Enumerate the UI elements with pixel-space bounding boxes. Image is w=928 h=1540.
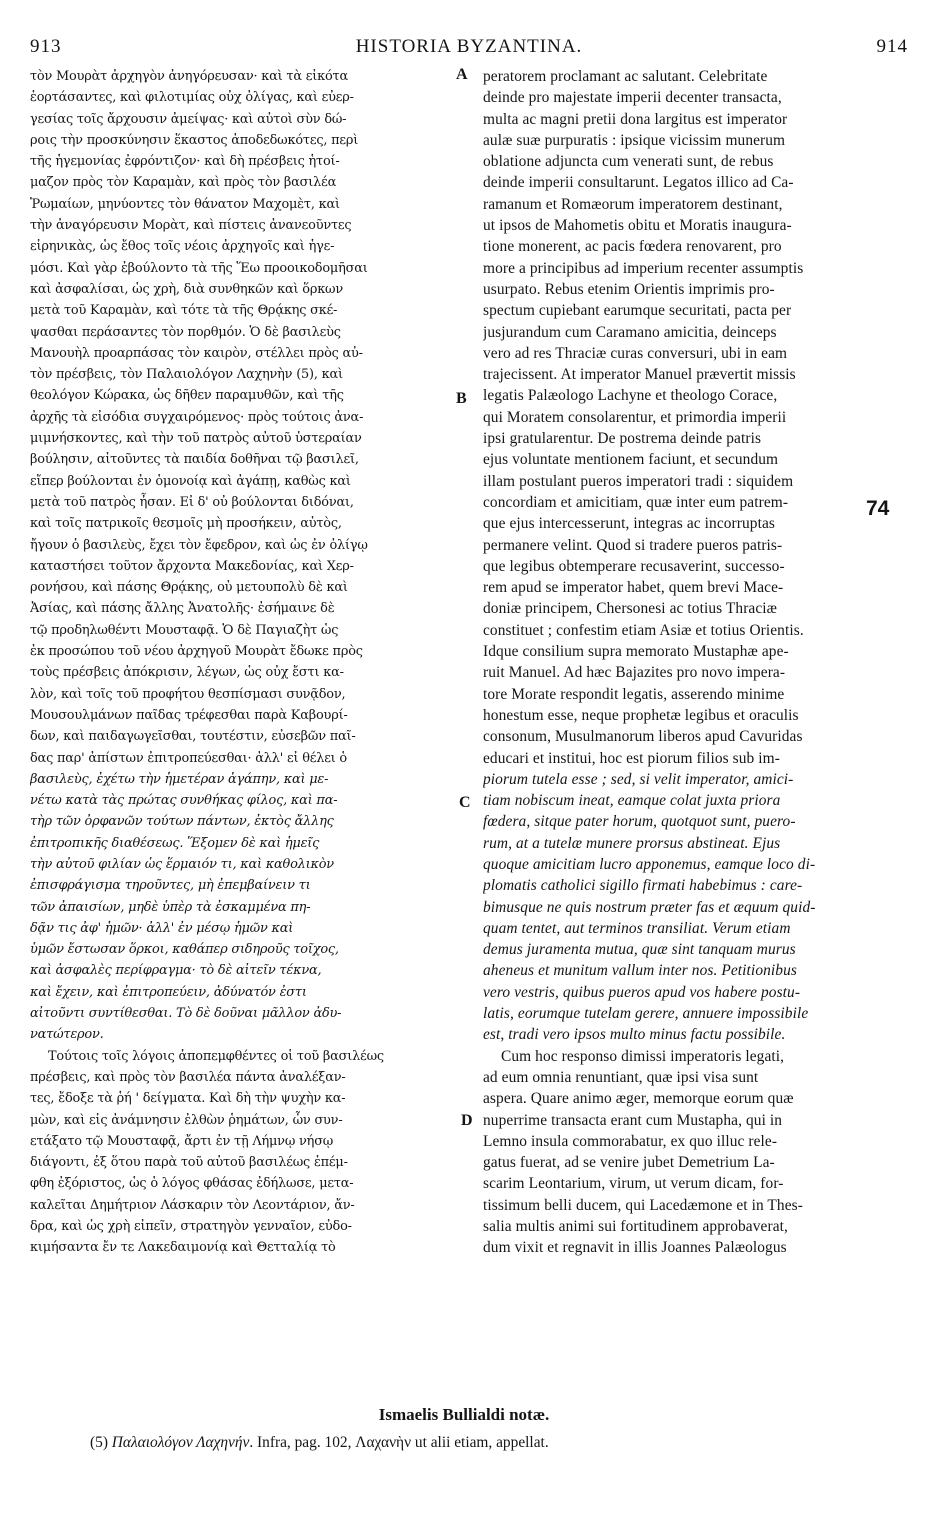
greek-text-line: Ἀσίας, καὶ πάσης ἄλλης Ἀνατολῆς· ἐσήμαινε δὲ [30, 601, 335, 617]
latin-text-line: vero ad res Thraciæ curas conversuri, ubi in eam [483, 344, 788, 362]
latin-text-line: ramanum et Romæorum imperatorem destinant, [483, 195, 783, 213]
greek-text-line: τοὺς πρέσβεις ἀπόκρισιν, λέγων, ὡς οὐχ ἔστι κα- [30, 665, 344, 681]
latin-text-line: piorum tutela esse ; sed, si velit imperator, amici- [483, 770, 794, 788]
footnote-greek-name: Παλαιολόγον Λαχηνήν [111, 1434, 250, 1451]
greek-text-line: ἑορτάσαντες, καὶ φιλοτιμίας οὐχ ὀλίγας, καὶ εὐερ- [30, 90, 354, 106]
edition-page-marker: 74 [866, 497, 890, 520]
margin-letter-d: D [461, 1112, 473, 1129]
greek-text-line: καὶ τοῖς πατρικοῖς θεσμοῖς μὴ προσήκειν, αὐτὸς, [30, 516, 342, 532]
greek-text-line: εἰρηνικὰς, ὡς ἔθος τοῖς νέοις ἀρχηγοῖς καὶ ἡγε- [30, 239, 335, 255]
greek-text-line: λὸν, καὶ τοῖς τοῦ προφήτου θεσπίσμασι συνᾷδον, [30, 686, 346, 702]
greek-text-line: ροις τὴν προσκύνησιν ἕκαστος ἀποδεδωκότες, περὶ [30, 132, 359, 148]
greek-text-line: Ῥωμαίων, μηνύοντες τὸν θάνατον Μαχομὲτ, καὶ [30, 196, 340, 212]
greek-text-line: νατώτερον. [30, 1027, 104, 1043]
latin-text-line: demus juramenta mutua, quæ sint tanquam murus [483, 941, 796, 959]
greek-text-line: δρα, καὶ ὡς χρὴ εἰπεῖν, στρατηγὸν γενναῖον, εὐδο- [30, 1219, 352, 1235]
latin-text-line: que ejus intercesserunt, integras ac incorruptas [483, 515, 775, 533]
latin-text-line: quoque amicitiam lucro apponemus, eamque loco di- [483, 855, 816, 873]
greek-text-line: αἰτοῦντι συντίθεσθαι. Τὸ δὲ δοῦναι μᾶλλον ἀδυ- [30, 1006, 342, 1022]
latin-text-line: nuperrime transacta erant cum Mustapha, qui in [483, 1111, 783, 1129]
footnote [90, 1434, 910, 1452]
latin-text-line: more a principibus ad imperium recenter assumptis [483, 259, 804, 277]
greek-text-line: ἐπισφράγισμα τηροῦντες, μὴ ἐπεμβαίνειν τι [30, 878, 311, 894]
greek-text-line: ψασθαι περάσαντες τὸν πορθμόν. Ὁ δὲ βασιλεὺς [30, 324, 341, 340]
latin-text-line: tissimum belli ducem, qui Lacedæmone et in Thes- [483, 1196, 803, 1214]
greek-text-line: ἐπιτροπικῆς διαθέσεως. Ἕξομεν δὲ καὶ ἡμεῖς [30, 835, 320, 851]
latin-text-column [483, 66, 908, 1259]
latin-text-line: rum, at a tutelæ munere prorsus abstineat. Ejus [483, 834, 781, 852]
greek-text-line: καὶ ἔχειν, καὶ ἐπιτροπεύειν, ἀδύνατόν ἐστι [30, 984, 307, 1000]
latin-text-line: rem apud se imperator habet, quem brevi Mace- [483, 579, 784, 597]
greek-text-line: μετὰ τοῦ πατρὸς ἦσαν. Εἰ δ' οὐ βούλονται διδόναι, [30, 494, 354, 510]
greek-text-column [30, 66, 458, 1259]
running-title: HISTORIA BYZANTINA. [355, 36, 583, 57]
greek-text-line: τῆς ἡγεμονίας ἐφρόντιζον· καὶ δὴ πρέσβεις ἡτοί- [30, 154, 340, 170]
latin-text-line: ejus voluntate mentionem faciunt, et secundum [483, 451, 779, 469]
margin-letter-a: A [456, 66, 468, 83]
latin-text-line: ipsi gratularentur. De postrema deinde patris [483, 430, 762, 448]
latin-text-line: qui Moratem consolarentur, et primordia imperii [483, 408, 787, 426]
footnote-text: . Infra, pag. 102, Λαχανὴν ut alii etiam, appellat. [249, 1434, 549, 1451]
greek-text-line: δων, καὶ παιδαγωγεῖσθαι, τουτέστιν, εὐσεβῶν παῖ- [30, 729, 356, 745]
latin-text-line: usurpato. Rebus etenim Orientis imprimis pro- [483, 280, 775, 298]
greek-text-line: καταστήσει τοῦτον ἄρχοντα Μακεδονίας, καὶ Χερ- [30, 558, 354, 574]
latin-text-line: gatus fuerat, ad se venire jubet Demetrium La- [483, 1154, 775, 1172]
latin-text-line: illam postulant pueros imperatori tradi : siquidem [483, 472, 794, 490]
greek-text-line: πρέσβεις, καὶ πρὸς τὸν βασιλέα πάντα ἀναλέξαν- [30, 1069, 346, 1085]
greek-text-line: κιμήσαντα ἔν τε Λακεδαιμονίᾳ καὶ Θετταλίᾳ τὸ [30, 1240, 336, 1256]
latin-text-line: aspera. Quare animo æger, memorque eorum quæ [483, 1090, 794, 1108]
latin-text-line: aheneus et munitum vallum inter nos. Petitionibus [483, 962, 797, 980]
greek-text-line: Μουσουλμάνων παῖδας τρέφεσθαι παρὰ Καβουρί- [30, 707, 348, 723]
greek-text-line: ἀρχῆς τὰ εἰσόδια συγχαιρόμενος· πρὸς τούτοις ἀνα- [30, 409, 364, 425]
latin-text-line: educari et institui, hoc est piorum filios sub im- [483, 749, 780, 767]
greek-text-line: Μανουὴλ προαρπάσας τὸν καιρὸν, στέλλει πρὸς αὐ- [30, 345, 363, 361]
greek-text-line: τὴρ τῶν ὀρφανῶν τούτων πάντων, ἐκτὸς ἄλλης [30, 814, 334, 830]
greek-text-line: δᾷν τις ἀφ' ἡμῶν· ἀλλ' ἐν μέσῳ ἡμῶν καὶ [30, 920, 294, 936]
greek-text-line: ἐκ προσώπου τοῦ νέου ἀρχηγοῦ Μουρὰτ ἔδωκε πρὸς [30, 644, 363, 660]
latin-text-line: ruit Manuel. Ad hæc Bajazites pro novo impera- [483, 664, 786, 682]
greek-text-line: γεσίας τοῖς ἄρχουσιν ἀμείψας· καὶ αὐτοὶ σὺν δώ- [30, 111, 347, 127]
greek-text-line: τὴν ἀναγόρευσιν Μορὰτ, καὶ πίστεις ἀνανεοῦντες [30, 218, 352, 234]
greek-text-line: καὶ ἀσφαλὲς περίφραγμα· τὸ δὲ αἰτεῖν τέκνα, [30, 963, 322, 979]
latin-text-line: Cum hoc responso dimissi imperatoris legati, [501, 1047, 785, 1065]
latin-text-line: concordiam et amicitiam, quæ inter eum patrem- [483, 493, 789, 511]
greek-text-line: τῷ προδηλωθέντι Μουσταφᾷ. Ὁ δὲ Παγιαζὴτ ὡς [30, 622, 339, 638]
greek-text-line: τῶν ἀπαισίων, μηδὲ ὑπὲρ τὰ ἐσκαμμένα πη- [30, 899, 311, 915]
latin-text-line: tore Morate respondit legatis, asserendo minime [483, 685, 785, 703]
greek-text-line: θεολόγον Κώρακα, ὡς δῆθεν παραμυθῶν, καὶ τῆς [30, 388, 344, 404]
running-header [30, 36, 908, 58]
greek-text-line: διάγοντι, ἐξ ὅτου παρὰ τοῦ αὐτοῦ βασιλέως ἐπέμ- [30, 1155, 348, 1171]
greek-text-line: τες, ἔδοξε τὰ ῥή ' δείγματα. Καὶ δὴ τὴν ψυχὴν κα- [30, 1091, 346, 1107]
greek-text-line: καλεῖται Δημήτριον Λάσκαριν τὸν Λεοντάριον, ἄν- [30, 1197, 355, 1213]
greek-text-line: τὴν αὐτοῦ φιλίαν ὡς ἕρμαιόν τι, καὶ καθολικὸν [30, 856, 334, 872]
latin-text-line: oblatione adjuncta cum venerati sunt, de rebus [483, 153, 774, 171]
latin-text-line: plomatis catholici sigillo firmati habebimus : care- [483, 877, 803, 895]
greek-text-line: ετάξατο τῷ Μουσταφᾷ, ἄρτι ἐν τῇ Λήμνῳ νήσῳ [30, 1133, 334, 1149]
latin-text-line: doniæ principem, Chersonesi ac totius Thraciæ [483, 600, 778, 618]
greek-text-line: μιμνήσκοντες, καὶ τὴν τοῦ πατρὸς αὐτοῦ ὑστεραίαν [30, 431, 362, 447]
latin-text-line: tione monerent, ac pacis fœdera renovarent, pro [483, 238, 782, 256]
latin-text-line: tiam nobiscum ineat, eamque colat juxta priora [483, 792, 781, 810]
latin-text-line: fœdera, sitque pater horum, quotquot sunt, puero- [483, 813, 796, 831]
latin-text-line: spectum cupiebant earumque securitati, pacta per [483, 302, 792, 320]
latin-text-line: deinde pro majestate imperii decenter transacta, [483, 89, 782, 107]
latin-text-line: permanere velint. Quod si tradere pueros patris- [483, 536, 783, 554]
latin-text-line: deinde imperii consultarunt. Legatos illico ad Ca- [483, 174, 794, 192]
latin-text-line: que legibus obtemperare recusaverint, successo- [483, 557, 785, 575]
latin-text-line: ut ipsos de Mahometis obitu et Moratis inaugura- [483, 217, 792, 235]
latin-text-line: jusjurandum cum Caramano amicitia, deinceps [483, 323, 777, 341]
latin-text-line: multa ac magni pretii dona largitus est imperator [483, 110, 788, 128]
latin-text-line: salia multis animi sui fortitudinem approbaverat, [483, 1218, 788, 1236]
latin-text-line: est, tradi vero ipsos multo minus factu possibile. [483, 1026, 786, 1044]
greek-text-line: εἴπερ βούλονται ἐν ὁμονοίᾳ καὶ ἀγάπῃ, καθὼς καὶ [30, 473, 351, 489]
latin-text-line: vero vestris, quibus pueros apud vos habere postu- [483, 983, 801, 1001]
margin-letter-c: C [459, 794, 471, 811]
greek-text-line: μόσι. Καὶ γὰρ ἐβούλοντο τὰ τῆς Ἕω προοικοδομῆσαι [30, 260, 368, 276]
latin-text-line: Lemno insula commorabatur, ex quo illuc rele- [483, 1132, 778, 1150]
latin-text-line: aulæ suæ purpuratis : ipsique vicissim munerum [483, 131, 786, 149]
latin-text-line: dum vixit et regnavit in illis Joannes Palæologus [483, 1239, 787, 1257]
greek-text-line: ρονήσου, καὶ πάσης Θρᾴκης, οὐ μετουπολὺ δὲ καὶ [30, 580, 348, 596]
greek-text-line: ἤγουν ὁ βασιλεὺς, ἔχει τὸν ἔφεδρον, καὶ ὡς ἐν ὀλίγῳ [30, 537, 368, 553]
latin-text-line: latis, eorumque tutelam gerere, annuere impossibile [483, 1005, 809, 1023]
latin-text-line: trajecissent. At imperator Manuel prævertit missis [483, 366, 796, 384]
page-number-left: 913 [30, 36, 62, 57]
latin-text-line: legatis Palæologo Lachyne et theologo Corace, [483, 387, 778, 405]
greek-text-line: φθη ἐξόριστος, ὡς ὁ λόγος φθάσας ἐδήλωσε, μετα- [30, 1176, 354, 1192]
latin-text-line: scarim Leontarium, virum, ut verum dicam, for- [483, 1175, 784, 1193]
page-number-right: 914 [876, 36, 908, 57]
greek-text-line: Τούτοις τοῖς λόγοις ἀποπεμφθέντες οἱ τοῦ βασιλέως [48, 1048, 384, 1064]
greek-text-line: τὸν Μουρὰτ ἀρχηγὸν ἀνηγόρευσαν· καὶ τὰ εἰκότα [30, 69, 348, 84]
margin-letter-b: B [456, 390, 467, 407]
latin-text-line: Idque consilium supra memorato Mustaphæ ape- [483, 643, 789, 661]
latin-text-line: quam tentet, aut terminos transiliat. Verum etiam [483, 919, 791, 937]
greek-text-line: μὼν, καὶ εἰς ἀνάμνησιν ἐλθὼν ῥημάτων, ὧν συν- [30, 1112, 343, 1128]
latin-text-line: peratorem proclamant ac salutant. Celebritate [483, 68, 768, 85]
latin-text-line: bimusque ne quis nostrum præter fas et æquum quid- [483, 898, 816, 916]
greek-text-line: δας παρ' ἀπίστων ἐπιτροπεύεσθαι· ἀλλ' εἰ θέλει ὁ [30, 750, 347, 766]
greek-text-line: καὶ ἀσφαλίσαι, ὡς χρὴ, διὰ συνθηκῶν καὶ ὅρκων [30, 281, 343, 297]
greek-text-line: ὑμῶν ἔστωσαν ὅρκοι, καθάπερ σιδηροῦς τοῖχος, [30, 942, 339, 958]
greek-text-line: μετὰ τοῦ Καραμὰν, καὶ τότε τὰ τῆς Θρᾴκης σκέ- [30, 303, 338, 319]
latin-text-line: ad eum omnia renuntiant, quæ ipsi visa sunt [483, 1068, 759, 1086]
greek-text-line: βούλησιν, αἰτοῦντες τὰ παιδία δοθῆναι τῷ βασιλεῖ, [30, 452, 359, 468]
footnote-number: (5) [90, 1434, 112, 1451]
greek-text-line: μαζον πρὸς τὸν Καραμὰν, καὶ πρὸς τὸν βασιλέα [30, 175, 337, 191]
greek-text-line: βασιλεὺς, ἐχέτω τὴν ἡμετέραν ἀγάπην, καὶ με- [30, 771, 329, 787]
notes-heading: Ismaelis Bullialdi notæ. [378, 1405, 550, 1424]
latin-text-line: constituet ; confestim etiam Asiæ et totius Orientis. [483, 621, 804, 639]
latin-text-line: honestum esse, neque prophetæ legibus et oraculis [483, 706, 799, 724]
greek-text-line: τὸν πρέσβεις, τὸν Παλαιολόγον Λαχηνὴν (5), καὶ [30, 367, 343, 383]
latin-text-line: consonum, Musulmanorum liberos apud Cavuridas [483, 728, 803, 746]
greek-text-line: νέτω κατὰ τὰς πρώτας συνθήκας φίλος, καὶ πα- [30, 793, 338, 809]
